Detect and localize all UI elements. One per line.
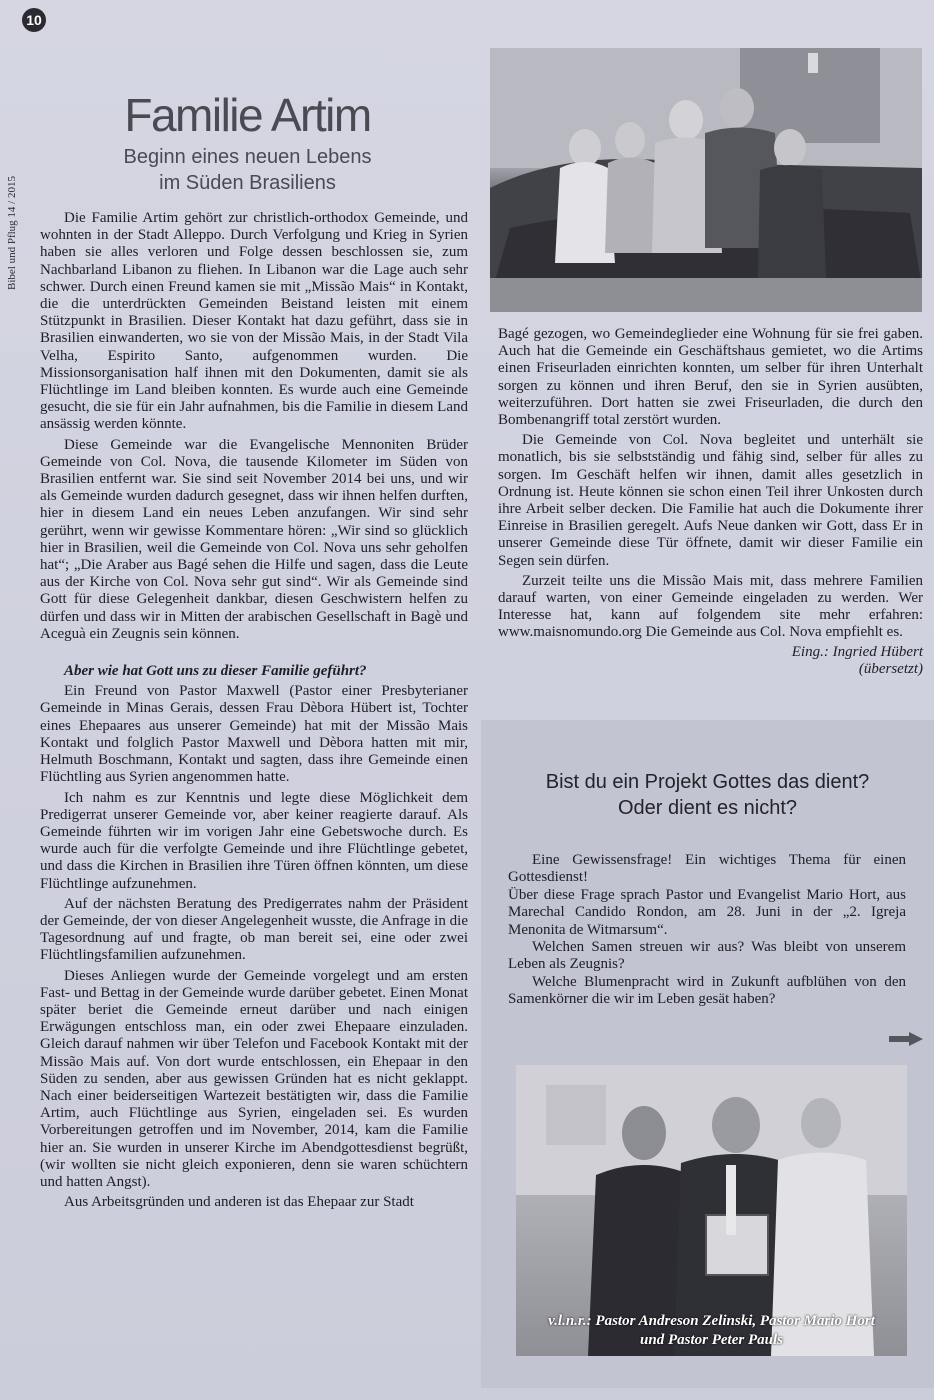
article-paragraph: Die Gemeinde von Col. Nova begleitet und unterhält sie monatlich, bis sie selbstständig und fähig sind, selber für alles zu sorgen. Im Geschäft helfen wir ihnen, damit alles gesetzlich in Ordnung ist. Heute können sie schon einen Teil ihrer Unkosten durch ihre Arbeit selber decken. Die Familie hat auch die Dokumente ihrer Einreise in Brasilien geregelt. Aufs Neue danken wir Gott, dass Er in unserer Gemeinde diese Tür öffnete, damit wir dieser Familie ein Segen sein dürfen. — [498, 432, 923, 569]
box-paragraph: Über diese Frage sprach Pastor und Evangelist Mario Hort, aus Marechal Candido Rondon, am 28. Juni in der „2. Igreja Menonita de Witmarsum“. — [508, 886, 906, 938]
signature-author: Eing.: Ingried Hübert — [791, 643, 923, 660]
article-right-column — [498, 326, 923, 678]
article-left-column — [40, 210, 468, 1211]
box-title-line-1: Bist du ein Projekt Gottes das dient? — [545, 771, 870, 793]
arrow-right-icon — [889, 1032, 923, 1046]
family-photo — [490, 48, 922, 312]
subtitle-line-2: im Süden Brasiliens — [159, 172, 336, 194]
box-paragraph: Welche Blumenpracht wird in Zukunft aufblühen von den Samenkörner die wir im Leben gesät haben? — [508, 973, 906, 1008]
article-paragraph: Ein Freund von Pastor Maxwell (Pastor einer Presbyterianer Gemeinde in Minas Gerais, dessen Frau Dèbora Hübert ist, Tochter eines Ehepaares aus unserer Gemeinde) hat mit der Missão Mais Kontakt und folglich Pastor Maxwell und Dèbora hatten mit mir, Helmuth Boschmann, Kontakt und sagten, dass ihre Gemeinde einen Flüchtling aus Syrien angenommen hatte. — [40, 683, 468, 786]
article-paragraph: Zurzeit teilte uns die Missão Mais mit, dass mehrere Familien darauf warten, von einer Gemeinde eingeladen zu werden. Wer Interesse hat, kann auf folgendem site mehr erfahren: www.maisnomundo.org Die Gemeinde aus Col. Nova empfiehlt es. — [498, 572, 923, 641]
pastors-photo — [516, 1065, 907, 1356]
sidebar-box — [481, 720, 934, 1388]
photo-caption — [516, 1312, 907, 1350]
box-paragraph: Welchen Samen streuen wir aus? Was bleibt von unserem Leben als Zeugnis? — [508, 939, 906, 973]
article-subheading: Aber wie hat Gott uns zu dieser Familie geführt? — [64, 663, 367, 680]
subtitle-line-1: Beginn eines neuen Lebens — [123, 146, 372, 168]
caption-line-2: und Pastor Peter Pauls — [640, 1332, 783, 1348]
article-paragraph: Ich nahm es zur Kenntnis und legte diese Möglichkeit dem Predigerrat unserer Gemeinde vor, aber keiner reagierte darauf. Als Gemeinde führten wir im vorigen Jahr eine Gebetswoche durch. Es wurde auch für die verfolgte Gemeinde und ihre Flüchtlinge gebetet, und dass die Kirchen in Brasilien ihre Türen öffnen könnten, um diese Flüchtlinge aufzunehmen. — [40, 789, 468, 892]
box-paragraph: Eine Gewissensfrage! Ein wichtiges Thema für einen Gottesdienst! — [508, 852, 906, 886]
box-text — [508, 852, 906, 1009]
article-paragraph: Aus Arbeitsgründen und anderen ist das Ehepaar zur Stadt — [64, 1194, 414, 1211]
box-title-line-2: Oder dient es nicht? — [618, 797, 797, 819]
publication-label: Bibel und Pflug 14 / 2015 — [6, 176, 18, 290]
article-paragraph: Dieses Anliegen wurde der Gemeinde vorgelegt und am ersten Fast- und Bettag in der Gemeinde wurde darüber gebetet. Einen Monat später beriet die Gemeinde erneut darüber und nach einigen Erwägungen entschloss man, ein oder zwei Ehepaare einzuladen. Gleich darauf nahmen wir über Telefon und Facebook Kontakt mit der Missão Mais auf. Von dort wurde entschlossen, ein Ehepaar in den Süden zu senden, aber aus gewissen Gründen hat es nicht geklappt. Nach einer beiderseitigen Wartezeit bestätigten wir, dass die Familie Artim, auch Flüchtlinge aus Syrien, eingeladen sei. Es wurden Vorbereitungen getroffen und im November, 2014, kam die Familie hier an. Sie wurden in unserer Kirche im Abendgottesdienst begrüßt, (wir wollten sie nicht gleich exponieren, denn sie waren schüchtern und hatten Angst). — [40, 967, 468, 1190]
box-title — [481, 769, 934, 821]
caption-line-1: v.l.n.r.: Pastor Andreson Zelinski, Pastor Mario Hort — [548, 1313, 875, 1329]
article-paragraph: Bagé gezogen, wo Gemeindeglieder eine Wohnung für sie frei gaben. Auch hat die Gemeinde ein Geschäftshaus gemietet, wo die Artims einen Friseurladen einrichten konnten, um selber für ihren Unterhalt sorgen zu können und ihren Beruf, den sie in Syrien ausübten, weiterzuführen. Dort hatten sie zwei Friseurladen, die durch den Bombenangriff total zerstört wurden. — [498, 326, 923, 429]
page-number: 10 — [22, 8, 46, 32]
family-photo-drawing — [490, 48, 922, 312]
article-paragraph: Auf der nächsten Beratung des Predigerrates nahm der Präsident der Gemeinde, der von dieser Angelegenheit wusste, die Anfrage in die Tagesordnung auf und fragte, ob man bereit sei, eine oder zwei Flüchtlingsfamilien aufzunehmen. — [40, 895, 468, 964]
article-signature — [498, 644, 923, 678]
article-paragraph: Die Familie Artim gehört zur christlich-orthodox Gemeinde, und wohnten in der Stadt Alleppo. Durch Verfolgung und Krieg in Syrien haben sie alles verloren und Folge dessen beschlossen sie, zum Nachbarland Libanon zu fliehen. In Libanon war die Lage auch sehr schwer. Durch einen Freund kamen sie mit „Missão Mais“ in Kontakt, die die unterdrückten Gemeinden Beistand leisten mit einem Stützpunkt in Brasilien. Dieser Kontakt hat dazu geführt, dass sie in Brasilien einwanderten, wo sie von der Missão Mais, in der Stadt Vila Velha, Espirito Santo, aufgenommen wurden. Die Missionsorganisation half ihnen mit den Dokumenten, damit sie als Flüchtlinge im Land bleiben konnten. Es wurde auch eine Gemeinde gesucht, die sie für ein Jahr aufnahmen, bis die Familie in diesem Land ansässig werden könnte. — [40, 210, 468, 433]
article-title: Familie Artim — [124, 89, 371, 141]
signature-note: (übersetzt) — [858, 660, 923, 677]
article-paragraph: Diese Gemeinde war die Evangelische Mennoniten Brüder Gemeinde von Col. Nova, die tausende Kilometer im Süden von Brasilien entfernt war. Sie sind seit November 2014 bei uns, und wir als Gemeinde wurden dadurch gesegnet, dass wir ihnen helfen durften, hier in diesem Land ein neues Leben anzufangen. Wir sind sehr gerührt, wenn wir gewisse Kommentare hören: „Wir sind so glücklich hier in Brasilien, weil die Gemeinde von Col. Nova uns sehr geholfen hat“; „Die Araber aus Bagé sehen die Hilfe und sagen, dass die Leute aus der Kirche von Col. Nova sehr gut sind“. Wir als Gemeinde sind Gott für diese Gelegenheit dankbar, diesen Geschwistern helfen zu dürfen und dass wir in Mitten der arabischen Gesellschaft in Bagè und Aceguà ein Zeugnis sein können. — [40, 436, 468, 642]
article-subtitle — [55, 144, 440, 196]
